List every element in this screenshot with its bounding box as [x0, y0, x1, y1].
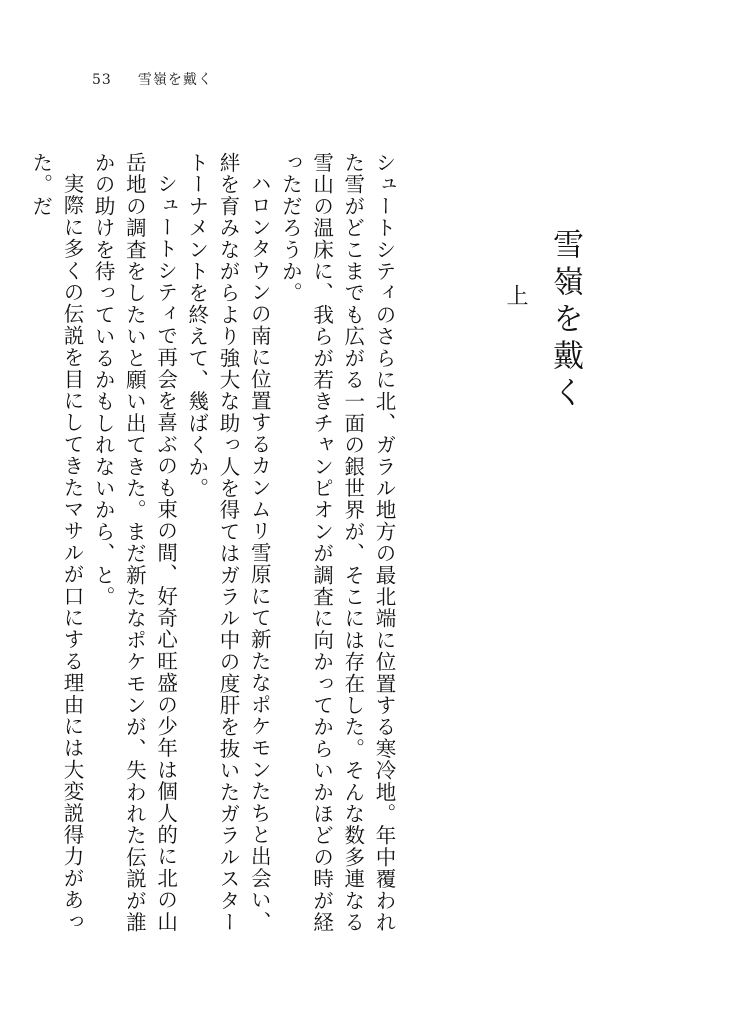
page-number: 53 [92, 72, 112, 88]
running-header [92, 70, 213, 90]
paragraph-2: ハロンタウンの南に位置するカンムリ雪原にて新たなポケモンたちと出会い、絆を育みながらより強大な助っ人を得てはガラル中の度肝を抜いたガラルスタートーナメントを終えて、幾ばくか。 [184, 152, 272, 934]
paragraph-1: シュートシティのさらに北、ガラル地方の最北端に位置する寒冷地。年中覆われた雪がどこまでも広がる一面の銀世界が、そこには存在した。そんな数多連なる雪山の温床に、我らが若きチャンピオンが調査に向かってからいかほどの時が経っただろうか。 [278, 152, 396, 934]
body-text [25, 152, 399, 942]
chapter-title: 雪嶺を戴く [547, 228, 583, 413]
chapter-subtitle: 上 [503, 284, 528, 306]
paragraph-3: シュートシティで再会を喜ぶのも束の間、好奇心旺盛の少年は個人的に北の山岳地の調査をしたいと願い出てきた。まだ新たなポケモンが、失われた伝説が誰かの助けを待っているかもしれないから、と。 [91, 152, 178, 934]
running-title: 雪嶺を戴く [137, 72, 213, 88]
paragraph-4: 実際に多くの伝説を目にしてきたマサルが口にする理由には大変説得力があった。だ [28, 152, 84, 932]
